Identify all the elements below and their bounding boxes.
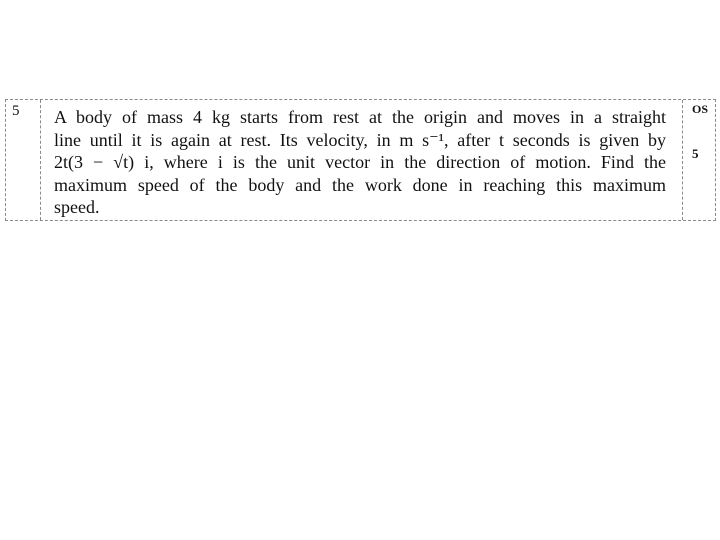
question-text	[54, 106, 666, 219]
question-line: 2t(3 − √t) i, where i is the unit vector in the direction of motion. Find the	[54, 152, 666, 172]
question-line: A body of mass 4 kg starts from rest at the origin and moves in a straight	[54, 107, 666, 127]
column-divider	[682, 100, 683, 220]
syllabus-code: OS	[692, 102, 709, 116]
question-line: line until it is again at rest. Its velocity, in m s⁻¹, after t seconds is given by	[54, 129, 666, 150]
question-table	[5, 99, 716, 221]
column-divider	[40, 100, 41, 220]
marks-value: 5	[692, 146, 699, 161]
question-line: maximum speed of the body and the work done in reaching this maximum	[54, 174, 666, 195]
question-line: speed.	[54, 197, 100, 217]
question-number: 5	[12, 103, 20, 119]
